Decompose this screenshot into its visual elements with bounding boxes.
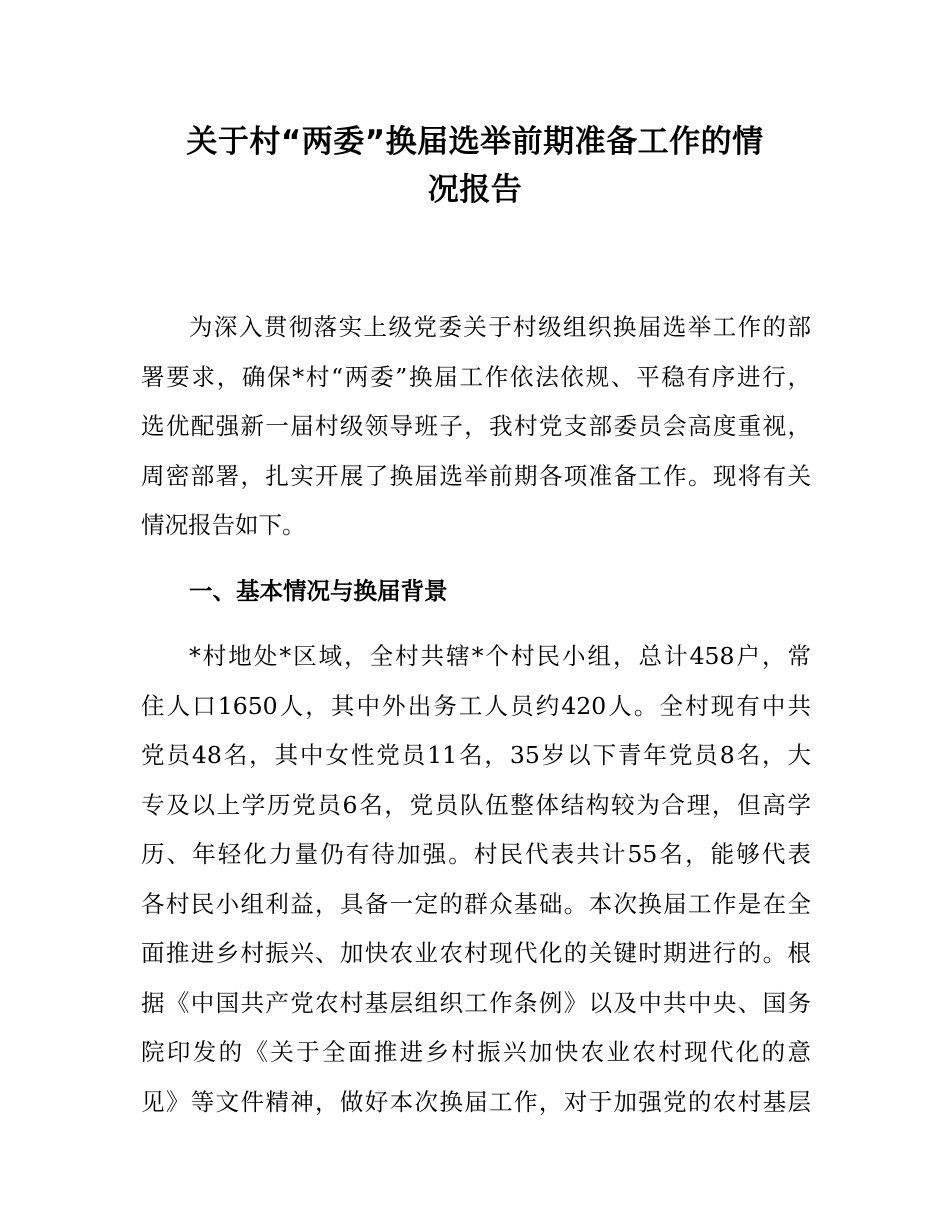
text-line: 据《中国共产党农村基层组织工作条例》以及中共中央、国务 <box>141 988 811 1017</box>
text-line: *村地处*区域，全村共辖*个村民小组，总计458户，常 <box>189 642 811 670</box>
document-body <box>141 303 811 1127</box>
section-heading: 一、基本情况与换届背景 <box>189 576 448 605</box>
text-line: 历、年轻化力量仍有待加强。村民代表共计55名，能够代表 <box>141 840 811 868</box>
paragraph-intro <box>141 303 811 551</box>
paragraph-background <box>141 632 811 1127</box>
text-line: 住人口1650人，其中外出务工人员约420人。全村现有中共 <box>141 691 811 720</box>
title-line-2: 况报告 <box>427 172 523 208</box>
text-line: 情况报告如下。 <box>141 511 306 539</box>
text-line: 院印发的《关于全面推进乡村振兴加快农业农村现代化的意 <box>141 1038 811 1066</box>
text-line: 各村民小组利益，具备一定的群众基础。本次换届工作是在全 <box>141 889 811 918</box>
text-line: 为深入贯彻落实上级党委关于村级组织换届选举工作的部 <box>189 313 811 341</box>
text-line: 面推进乡村振兴、加快农业农村现代化的关键时期进行的。根 <box>141 939 811 967</box>
text-line: 署要求，确保*村“两委”换届工作依法依规、平稳有序进行， <box>141 362 811 391</box>
document-title <box>140 118 810 214</box>
text-line: 周密部署，扎实开展了换届选举前期各项准备工作。现将有关 <box>141 461 811 490</box>
text-line: 选优配强新一届村级领导班子，我村党支部委员会高度重视， <box>141 412 811 440</box>
paragraph-spacer <box>141 551 811 567</box>
text-line: 党员48名，其中女性党员11名，35岁以下青年党员8名，大 <box>141 741 811 769</box>
text-line: 见》等文件精神，做好本次换届工作，对于加强党的农村基层 <box>141 1087 811 1116</box>
text-line: 专及以上学历党员6名，党员队伍整体结构较为合理，但高学 <box>141 790 811 819</box>
paragraph-spacer <box>141 616 811 632</box>
title-line-1: 关于村“两委”换届选举前期准备工作的情 <box>186 124 764 160</box>
